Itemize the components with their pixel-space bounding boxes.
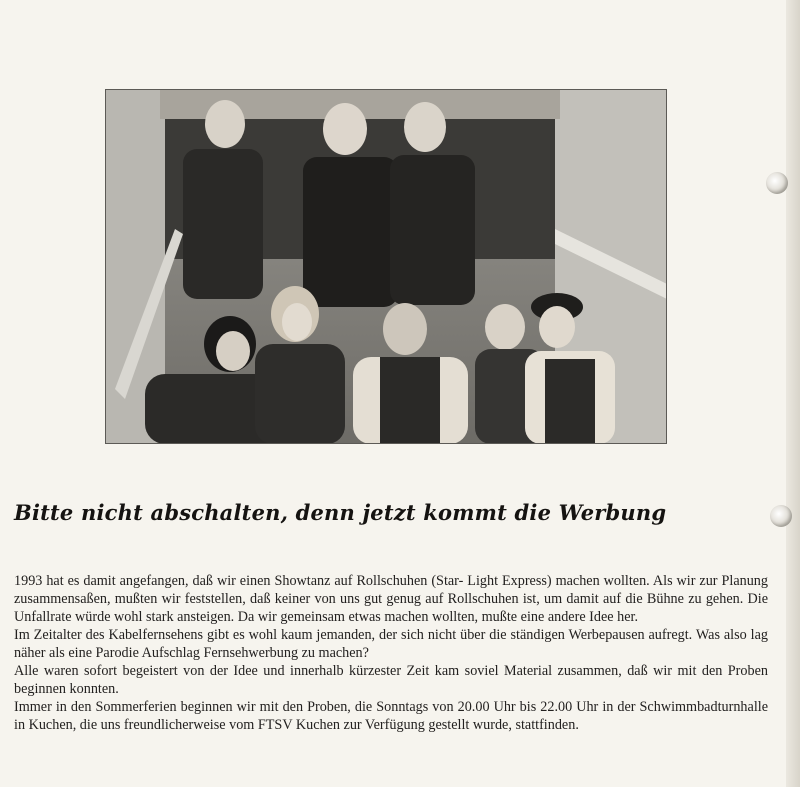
- paragraph: Alle waren sofort begeistert von der Idee und innerhalb kürzester Zeit kam soviel Material zusammen, daß wir mit den Proben beginnen konnten.: [14, 663, 768, 697]
- article-body: [14, 572, 768, 734]
- punch-hole-icon: [770, 505, 792, 527]
- group-photo-icon: [105, 89, 667, 444]
- paragraph: Immer in den Sommerferien beginnen wir mit den Proben, die Sonntags von 20.00 Uhr bis 22.00 Uhr in der Schwimmbadturnhalle in Kuchen, die uns freundlicherweise vom FTSV Kuchen zur Verfügung gestellt wurde, stattfinden.: [14, 699, 768, 733]
- punch-hole-icon: [766, 172, 788, 194]
- page-edge: [786, 0, 800, 787]
- group-photo: [105, 89, 667, 444]
- article-headline: Bitte nicht abschalten, denn jetzt kommt die Werbung: [14, 500, 667, 525]
- paragraph: 1993 hat es damit angefangen, daß wir einen Showtanz auf Rollschuhen (Star- Light Express) machen wollten. Als wir zur Planung zusammensaßen, mußten wir feststellen, daß keiner von uns gut genug auf Rollschuhen ist, um damit auf die Bühne zu gehen. Die Unfallrate würde wohl stark ansteigen. Da wir gemeinsam etwas machen wollten, mußte eine andere Idee her.: [14, 573, 768, 625]
- paragraph: Im Zeitalter des Kabelfernsehens gibt es wohl kaum jemanden, der sich nicht über die ständigen Werbepausen aufregt. Was also lag näher als eine Parodie Aufschlag Fernsehwerbung zu machen?: [14, 627, 768, 661]
